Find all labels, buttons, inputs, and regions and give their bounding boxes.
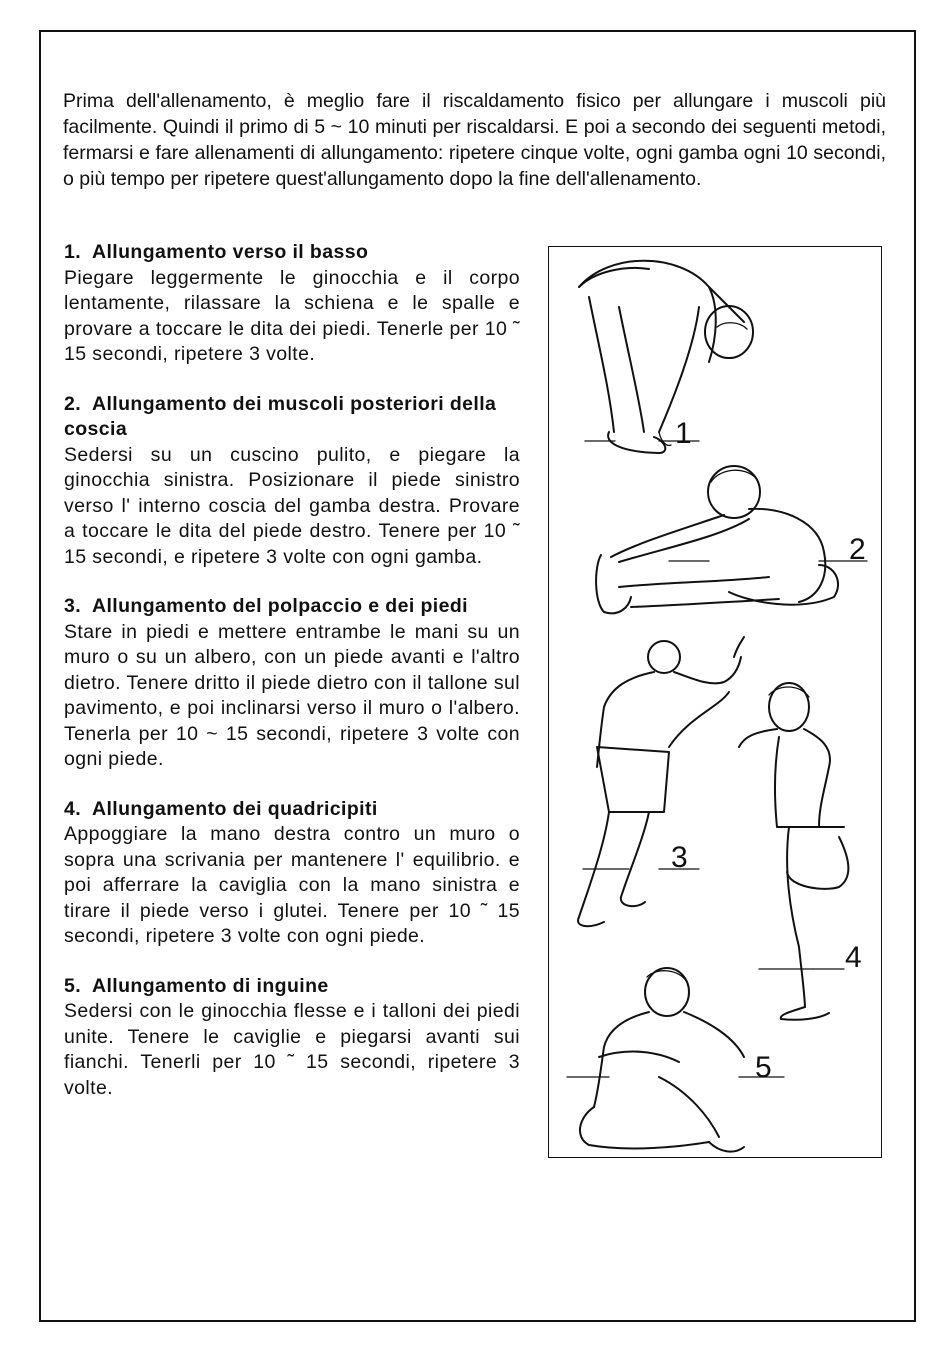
section-4 [64,797,520,950]
figure-label-1: 1 [675,417,692,450]
section-number: 4 [64,797,76,820]
bending-forward-figure-icon [579,261,753,453]
section-heading: 4. Allungamento dei quadricipiti [64,797,378,820]
section-body: Appoggiare la mano destra contro un muro o sopra una scrivania per mantenere l' equilibrio. e poi afferrare la caviglia con la mano sinistra e tirare il piede verso i glutei. Tenere per 10 ˜ 15 secondi, ripetere 3 volte con ogni piede. [64,823,520,947]
section-5 [64,974,520,1102]
section-number: 1 [64,241,76,263]
figure-label-4: 4 [845,941,862,974]
section-3 [64,594,520,773]
illustrations-panel [548,246,882,1158]
section-title: Allungamento dei muscoli posteriori della coscia [64,392,497,440]
section-2 [64,392,520,571]
section-body: Sedersi su un cuscino pulito, e piegare la ginocchia sinistra. Posizionare il piede sinistro verso l' interno coscia del gamba destra. Provare a toccare le dita del piede destro. Tenere per 10 ˜ 15 secondi, e ripetere 3 volte con ogni gamba. [64,443,520,568]
section-body: Stare in piedi e mettere entrambe le mani su un muro o su un albero, con un piede avanti e l'altro dietro. Tenere dritto il piede dietro con il tallone sul pavimento, e poi inclinarsi verso il muro o l'albero. Tenerla per 10 ~ 15 secondi, ripetere 3 volte con ogni piede. [64,620,520,770]
wall-calf-stretch-figure-icon [578,637,744,926]
seated-hamstring-stretch-figure-icon [596,466,867,613]
section-heading: 2. Allungamento dei muscoli posteriori della coscia [64,392,497,440]
figure-label-2: 2 [849,533,866,566]
section-number: 3 [64,595,76,617]
figure-label-5: 5 [755,1051,772,1084]
section-body: Sedersi con le ginocchia flesse e i talloni dei piedi unite. Tenere le caviglie e piegarsi avanti sui fianchi. Tenerli per 10 ˜ 15 secondi, ripetere 3 volte. [64,1000,520,1099]
section-heading: 5. Allungamento di inguine [64,974,329,997]
section-title: Allungamento di inguine [91,974,329,997]
intro-paragraph: Prima dell'allenamento, è meglio fare il riscaldamento fisico per allungare i muscoli più facilmente. Quindi il primo di 5 ~ 10 minuti per riscaldarsi. E poi a secondo dei seguenti metodi, fermarsi e fare allenamenti di allungamento: ripetere cinque volte, ogni gamba ogni 10 secondi, o più tempo per ripetere quest'allungamento dopo la fine dell'allenamento. [63,90,886,190]
section-body: Piegare leggermente le ginocchia e il corpo lentamente, rilassare la schiena e le spalle e provare a toccare le dita dei piedi. Tenerle per 10 ˜ 15 secondi, ripetere 3 volte. [64,266,520,365]
section-title: Allungamento del polpaccio e dei piedi [91,595,468,617]
section-number: 2 [64,392,76,415]
instructions-column [64,240,520,1125]
section-number: 5 [64,974,76,997]
butterfly-groin-stretch-figure-icon [567,968,784,1152]
illustrations-svg [549,247,883,1159]
figure-label-3: 3 [671,841,688,874]
section-title: Allungamento verso il basso [91,241,369,263]
section-heading: 3. Allungamento del polpaccio e dei piedi [64,595,468,617]
standing-quad-stretch-figure-icon [739,683,862,1020]
section-title: Allungamento dei quadricipiti [91,797,378,820]
section-1 [64,240,520,368]
section-heading: 1. Allungamento verso il basso [64,241,369,263]
